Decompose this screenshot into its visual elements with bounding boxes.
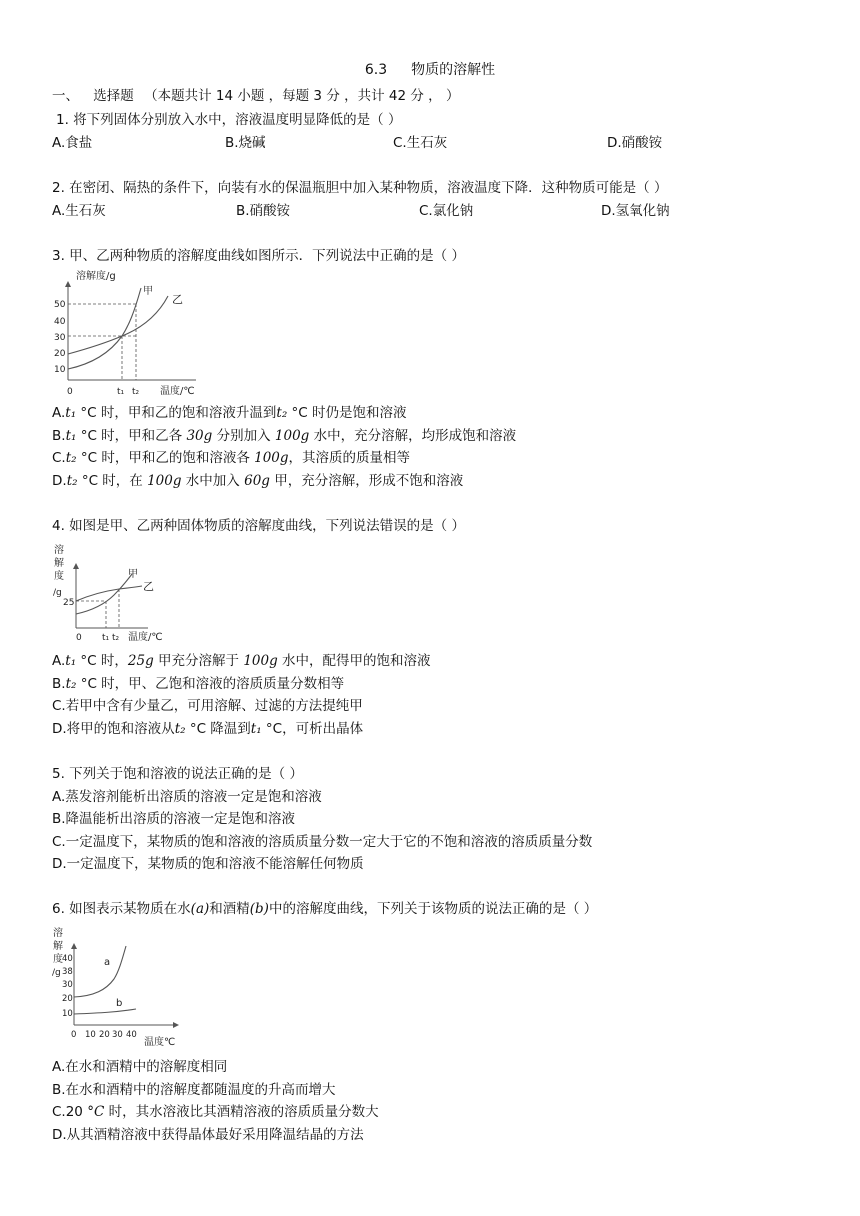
q6-y-label-2: 解 bbox=[53, 941, 63, 952]
q6-option-c: C.20 °C 时，其水溶液比其酒精溶液的溶质质量分数大 bbox=[52, 1104, 379, 1120]
q4-curve-label-jia: 甲 bbox=[128, 569, 138, 580]
q4-y-label-2: 解 bbox=[54, 558, 64, 569]
q2-option-a: A.生石灰 bbox=[52, 203, 106, 219]
q1-option-d: D.硝酸铵 bbox=[607, 135, 663, 151]
q5-option-b: B.降温能析出溶质的溶液一定是饱和溶液 bbox=[52, 811, 296, 827]
q5-option-a: A.蒸发溶剂能析出溶质的溶液一定是饱和溶液 bbox=[52, 789, 322, 805]
q3-solubility-graph bbox=[50, 268, 210, 395]
q4-stem: 4. 如图是甲、乙两种固体物质的溶解度曲线，下列说法错误的是（ ） bbox=[52, 518, 465, 534]
q3-option-d: D.t₂ °C 时，在 100g 水中加入 60g 甲，充分溶解，形成不饱和溶液 bbox=[52, 473, 464, 489]
q3-x-axis-label: 温度/℃ bbox=[160, 386, 195, 395]
q3-y-tick-50: 50 bbox=[54, 300, 66, 310]
q4-option-c: C.若甲中含有少量乙，可用溶解、过滤的方法提纯甲 bbox=[52, 698, 363, 714]
q6-x-tick-10: 10 bbox=[85, 1030, 96, 1040]
q4-option-d: D.将甲的饱和溶液从t₂ °C 降温到t₁ °C，可析出晶体 bbox=[52, 721, 364, 737]
q5-stem: 5. 下列关于饱和溶液的说法正确的是（ ） bbox=[52, 766, 303, 782]
q3-stem: 3. 甲、乙两种物质的溶解度曲线如图所示．下列说法中正确的是（ ） bbox=[52, 248, 465, 264]
q6-x-tick-40: 40 bbox=[126, 1030, 137, 1040]
q2-option-d: D.氢氧化钠 bbox=[601, 203, 670, 219]
q6-y-tick-10: 10 bbox=[62, 1009, 73, 1019]
title-text: 物质的溶解性 bbox=[411, 62, 496, 78]
q6-y-tick-30: 30 bbox=[62, 980, 73, 990]
q3-curve-label-jia: 甲 bbox=[143, 286, 153, 297]
q6-curve-b bbox=[74, 1009, 136, 1014]
q4-x-ticks: t₁ t₂ bbox=[102, 633, 120, 643]
q6-curve-label-b: b bbox=[116, 998, 123, 1009]
q3-option-a: A.t₁ °C 时，甲和乙的饱和溶液升温到t₂ °C 时仍是饱和溶液 bbox=[52, 405, 407, 421]
q6-stem: 6. 如图表示某物质在水(a)和酒精(b)中的溶解度曲线，下列关于该物质的说法正确的是（ ） bbox=[52, 901, 598, 917]
q4-y-label-4: /g bbox=[53, 588, 62, 598]
section-label: 一、 bbox=[52, 88, 79, 104]
q6-option-d: D.从其酒精溶液中获得晶体最好采用降温结晶的方法 bbox=[52, 1127, 364, 1143]
q3-y-tick-30: 30 bbox=[54, 333, 66, 343]
q6-y-tick-20: 20 bbox=[62, 994, 73, 1004]
q6-curve-label-a: a bbox=[104, 957, 111, 968]
q6-option-a: A.在水和酒精中的溶解度相同 bbox=[52, 1059, 228, 1075]
q3-x-tick-t1: t₁ bbox=[117, 387, 125, 395]
q1-option-c: C.生石灰 bbox=[393, 135, 448, 151]
q4-curve-label-yi: 乙 bbox=[143, 580, 154, 593]
q3-y-tick-40: 40 bbox=[54, 317, 66, 327]
q3-y-tick-20: 20 bbox=[54, 349, 66, 359]
q6-y-tick-38: 38 bbox=[62, 967, 73, 977]
q4-option-b: B.t₂ °C 时，甲、乙饱和溶液的溶质质量分数相等 bbox=[52, 676, 345, 692]
section-name: 选择题 bbox=[93, 88, 134, 104]
q6-x-tick-30: 30 bbox=[112, 1030, 123, 1040]
q3-origin: 0 bbox=[67, 387, 73, 395]
q6-y-label-1: 溶 bbox=[53, 928, 63, 939]
q1-option-b: B.烧碱 bbox=[225, 135, 266, 151]
section-header bbox=[52, 87, 459, 105]
q6-solubility-graph bbox=[50, 924, 185, 1050]
q2-option-b: B.硝酸铵 bbox=[236, 203, 291, 219]
q6-x-tick-20: 20 bbox=[99, 1030, 110, 1040]
q4-y-label-1: 溶 bbox=[54, 545, 64, 556]
q3-y-tick-10: 10 bbox=[54, 365, 66, 375]
q6-y-label-3: 度 bbox=[53, 954, 63, 965]
q5-option-c: C.一定温度下，某物质的饱和溶液的溶质质量分数一定大于它的不饱和溶液的溶质质量分数 bbox=[52, 834, 593, 850]
q3-option-b: B.t₁ °C 时，甲和乙各 30g 分别加入 100g 水中，充分溶解，均形成饱和溶液 bbox=[52, 428, 517, 444]
q6-curve-a bbox=[74, 946, 126, 997]
q3-curve-label-yi: 乙 bbox=[172, 293, 183, 306]
q4-option-a: A.t₁ °C 时，25g 甲充分溶解于 100g 水中，配得甲的饱和溶液 bbox=[52, 653, 431, 669]
q1-option-a: A.食盐 bbox=[52, 135, 93, 151]
q6-x-tick-0: 0 bbox=[71, 1030, 77, 1040]
page-title bbox=[0, 61, 860, 79]
q4-y-tick-25: 25 bbox=[63, 598, 75, 608]
q3-x-tick-t2: t₂ bbox=[132, 387, 140, 395]
q3-curve-jia bbox=[68, 288, 141, 369]
q6-x-axis-label: 温度℃ bbox=[144, 1037, 176, 1048]
q4-solubility-graph bbox=[50, 540, 180, 644]
q3-option-c: C.t₂ °C 时，甲和乙的饱和溶液各 100g，其溶质的质量相等 bbox=[52, 450, 411, 466]
q2-option-c: C.氯化钠 bbox=[419, 203, 474, 219]
q3-y-axis-label: 溶解度/g bbox=[76, 271, 116, 282]
q3-curve-yi bbox=[68, 296, 168, 354]
section-info: （本题共计 14 小题 ，每题 3 分 ，共计 42 分 ， ） bbox=[144, 88, 460, 104]
q5-option-d: D.一定温度下，某物质的饱和溶液不能溶解任何物质 bbox=[52, 856, 364, 872]
q1-stem: 1. 将下列固体分别放入水中，溶液温度明显降低的是（ ） bbox=[56, 112, 402, 128]
q6-y-tick-40: 40 bbox=[62, 954, 73, 964]
q4-y-label-3: 度 bbox=[54, 571, 64, 582]
q4-origin: 0 bbox=[76, 633, 82, 643]
q4-x-axis-label: 温度/℃ bbox=[128, 632, 163, 643]
q4-curve-jia bbox=[76, 574, 132, 614]
title-number: 6.3 bbox=[364, 62, 388, 78]
q6-y-label-4: /g bbox=[52, 968, 61, 978]
q6-option-b: B.在水和酒精中的溶解度都随温度的升高而增大 bbox=[52, 1082, 336, 1098]
q2-stem: 2. 在密闭、隔热的条件下，向装有水的保温瓶胆中加入某种物质，溶液温度下降．这种物质可能是（ ） bbox=[52, 180, 668, 196]
